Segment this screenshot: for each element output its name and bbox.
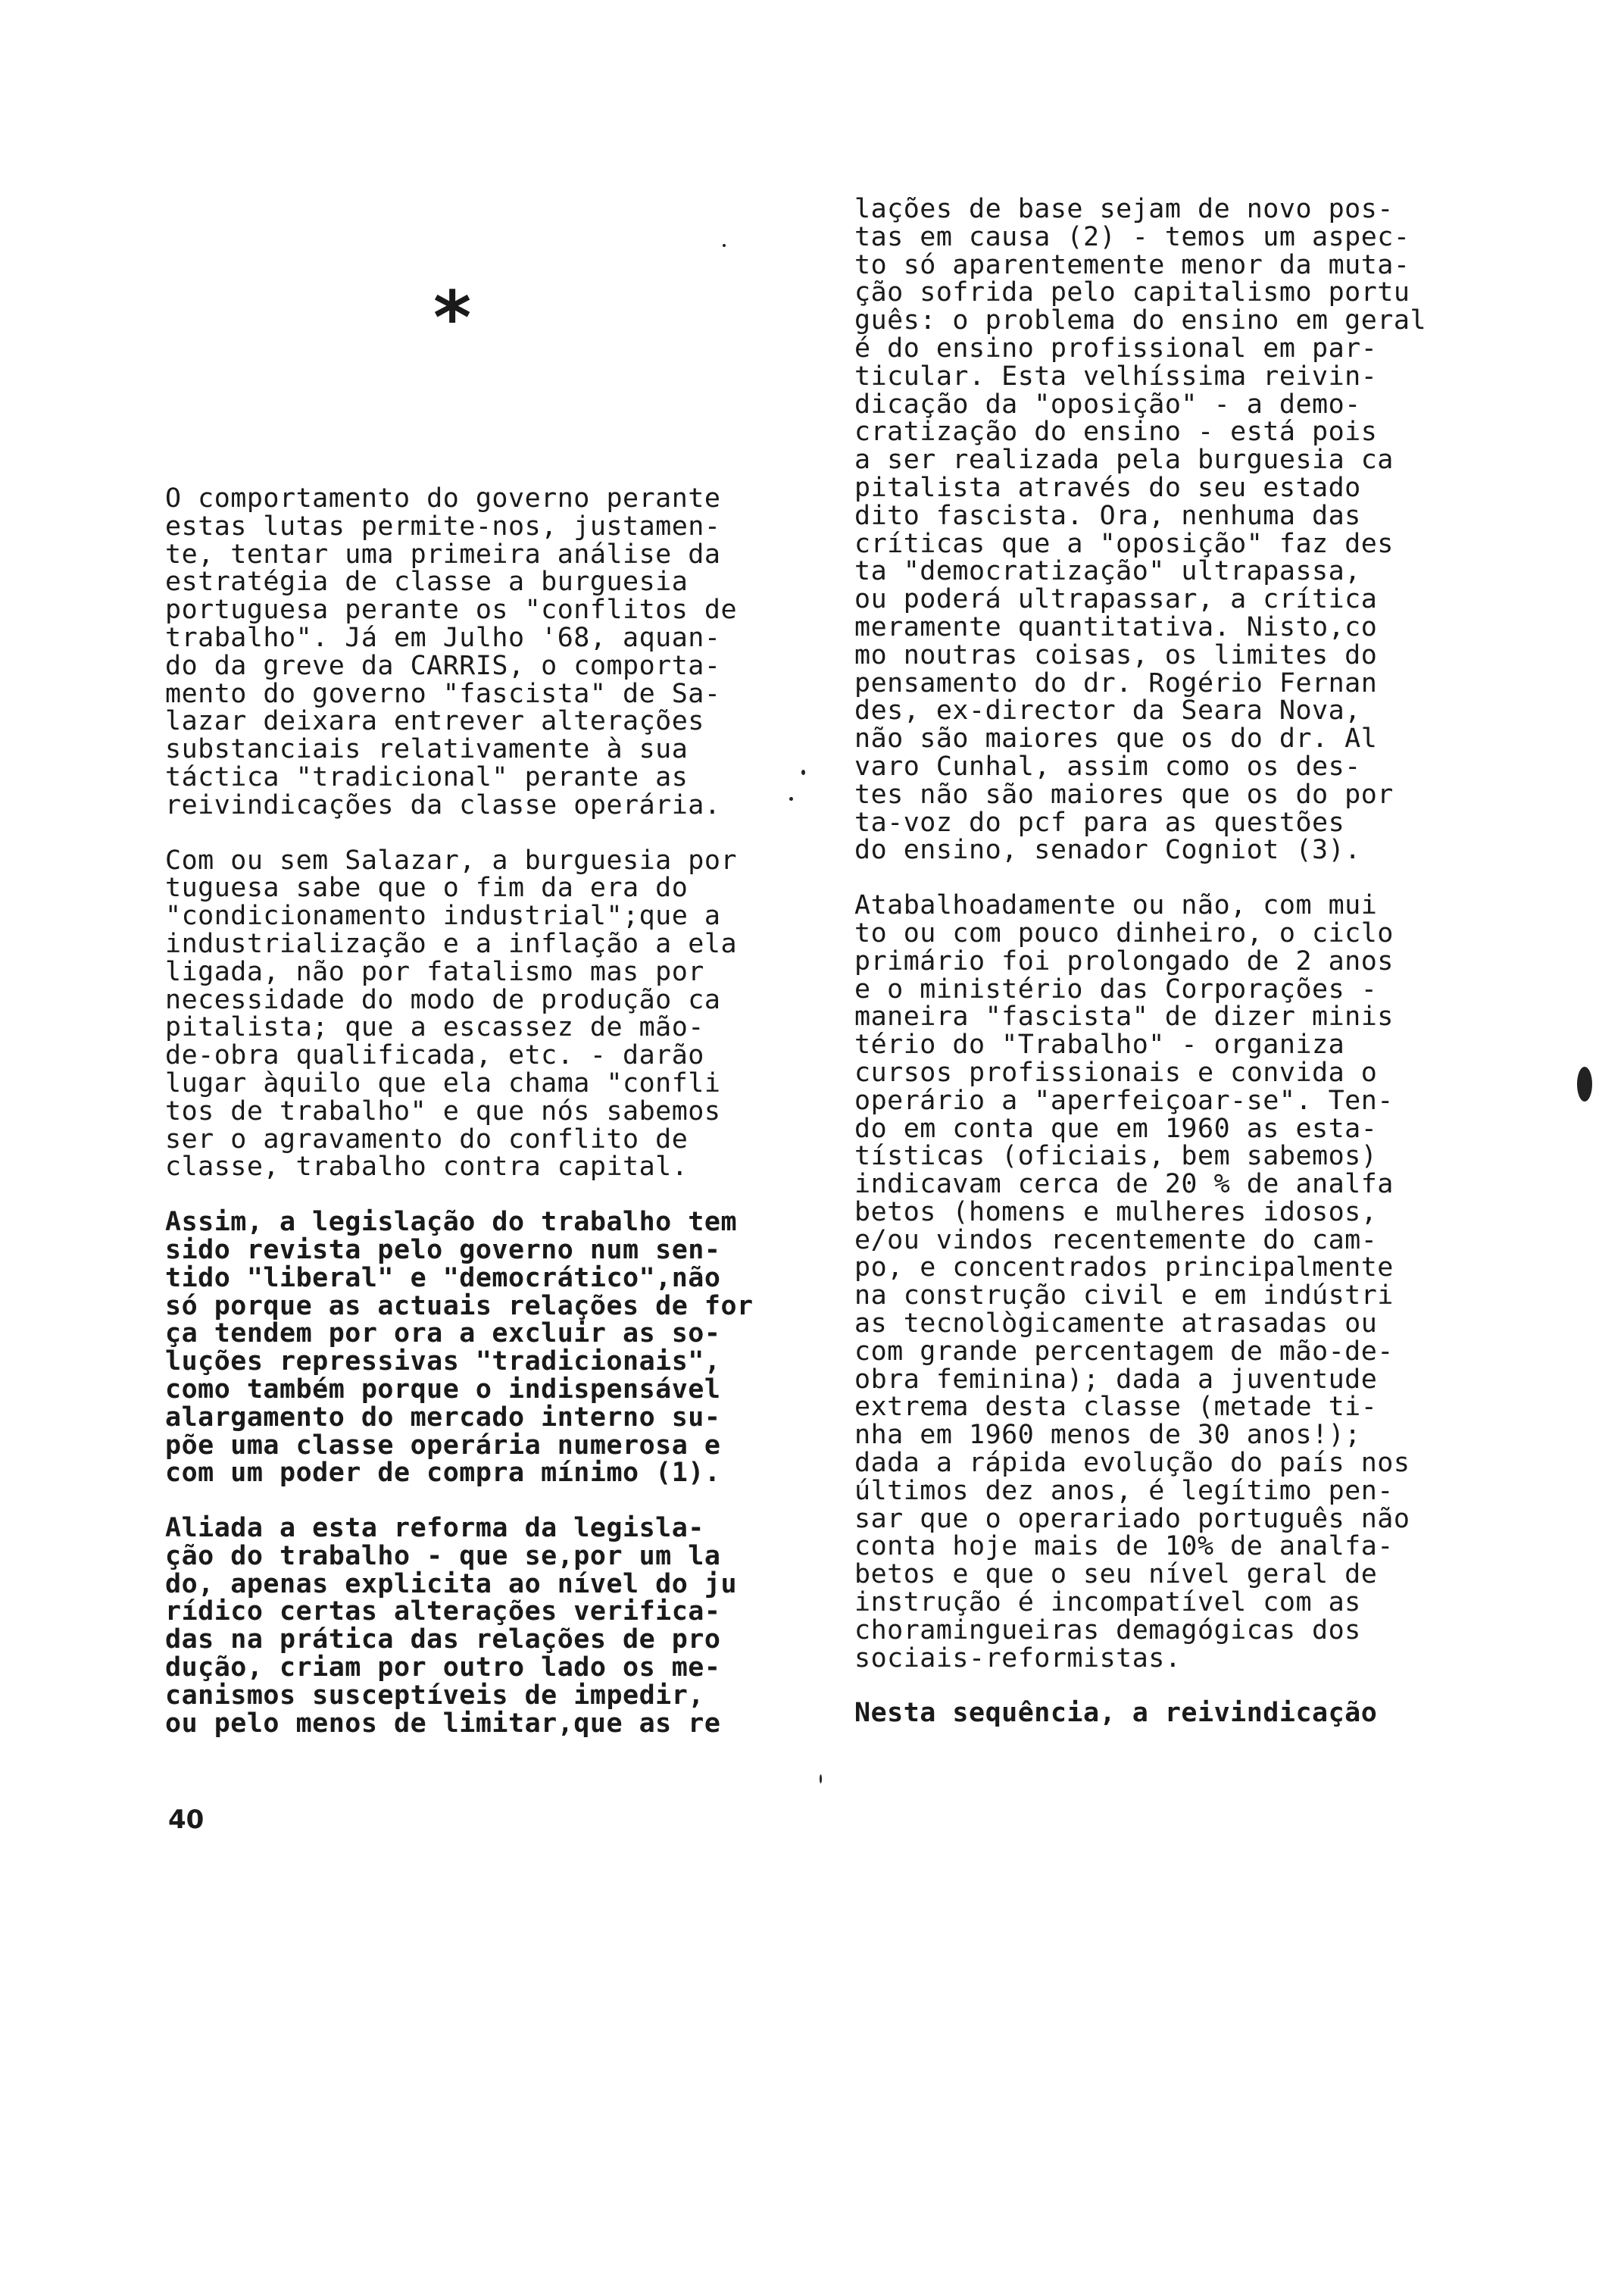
page-number: 40 bbox=[168, 1805, 205, 1835]
left-column bbox=[165, 485, 832, 1764]
left-paragraph-3: Assim, a legislação do trabalho tem sido revista pelo governo num sen- tido "liberal" e "democrático",não só porque as actuais relações de for ça tendem por ora a excluir as so- luções repressivas "tradicionais", como também porque o indispensável alargamento do mercado interno su- põe uma classe operária numerosa e com um poder de compra mínimo (1). bbox=[165, 1207, 754, 1489]
ink-speck bbox=[789, 797, 793, 801]
asterisk-ornament: * bbox=[433, 276, 472, 361]
ink-blot bbox=[1577, 1067, 1592, 1102]
ink-speck bbox=[820, 1774, 822, 1783]
right-paragraph-3: Nesta sequência, a reivindicação bbox=[854, 1698, 1378, 1729]
ink-speck bbox=[723, 244, 726, 247]
left-paragraph-2: Com ou sem Salazar, a burguesia por tuguesa sabe que o fim da era do "condicionamento industrial";que a industrialização e a inflação a ela ligada, não por fatalismo mas por necessidade do modo de produção ca pitalista; que a escassez de mão- de-obra qualificada, etc. - darão lugar àquilo que ela chama "confli tos de trabalho" e que nós sabemos ser o agravamento do conflito de classe, trabalho contra capital. bbox=[165, 845, 738, 1183]
right-paragraph-1: lações de base sejam de novo pos- tas em causa (2) - temos um aspec- to só aparentemente menor da muta- ção sofrida pelo capitalismo portu guês: o problema do ensino em geral é do ensino profissional em par- ticular. Esta velhíssima reivin- dicação da "oposição" - a demo- cratização do ensino - está pois a ser realizada pela burguesia ca pitalista através do seu estado dito fascista. Ora, nenhuma das críticas que a "oposição" faz des ta "democratização" ultrapassa, ou poderá ultrapassar, a crítica meramente quantitativa. Nisto,co mo noutras coisas, os limites do pensamento do dr. Rogério Fernan des, ex-director da Seara Nova, não são maiores que os do dr. Al varo Cunhal, assim como os des- tes não são maiores que os do por ta-voz do pcf para as questões do ensino, senador Cogniot (3). bbox=[854, 194, 1427, 866]
right-paragraph-2: Atabalhoadamente ou não, com mui to ou com pouco dinheiro, o ciclo primário foi prolongado de 2 anos e o ministério das Corporações - maneira "fascista" de dizer minis tério do "Trabalho" - organiza cursos profissionais e convida o operário a "aperfeiçoar-se". Ten- do em conta que em 1960 as esta- tísticas (oficiais, bem sabemos) indicavam cerca de 20 % de analfa betos (homens e mulheres idosos, e/ou vindos recentemente do cam- po, e concentrados principalmente na construção civil e em indústri as tecnològicamente atrasadas ou com grande percentagem de mão-de- obra feminina); dada a juventude extrema desta classe (metade ti- nha em 1960 menos de 30 anos!); dada a rápida evolução do país nos últimos dez anos, é legítimo pen- sar que o operariado português não conta hoje mais de 10% de analfa- betos e que o seu nível geral de instrução é incompatível com as choramingueiras demagógicas dos sociais-reformistas. bbox=[854, 890, 1410, 1674]
left-paragraph-4: Aliada a esta reforma da legisla- ção do trabalho - que se,por um la do, apenas explicita ao nível do ju rídico certas alterações verifica- das na prática das relações de pro dução, criam por outro lado os me- canismos susceptíveis de impedir, ou pelo menos de limitar,que as re bbox=[165, 1513, 738, 1739]
ink-speck bbox=[801, 770, 805, 775]
right-column bbox=[854, 195, 1521, 1755]
left-paragraph-1: O comportamento do governo perante estas lutas permite-nos, justamen- te, tentar uma primeira análise da estratégia de classe a burguesia portuguesa perante os "conflitos de trabalho". Já em Julho '68, aquan- do da greve da CARRIS, o comporta- mento do governo "fascista" de Sa- lazar deixara entrever alterações substanciais relativamente à sua táctica "tradicional" perante as reivindicações da classe operária. bbox=[165, 483, 738, 820]
